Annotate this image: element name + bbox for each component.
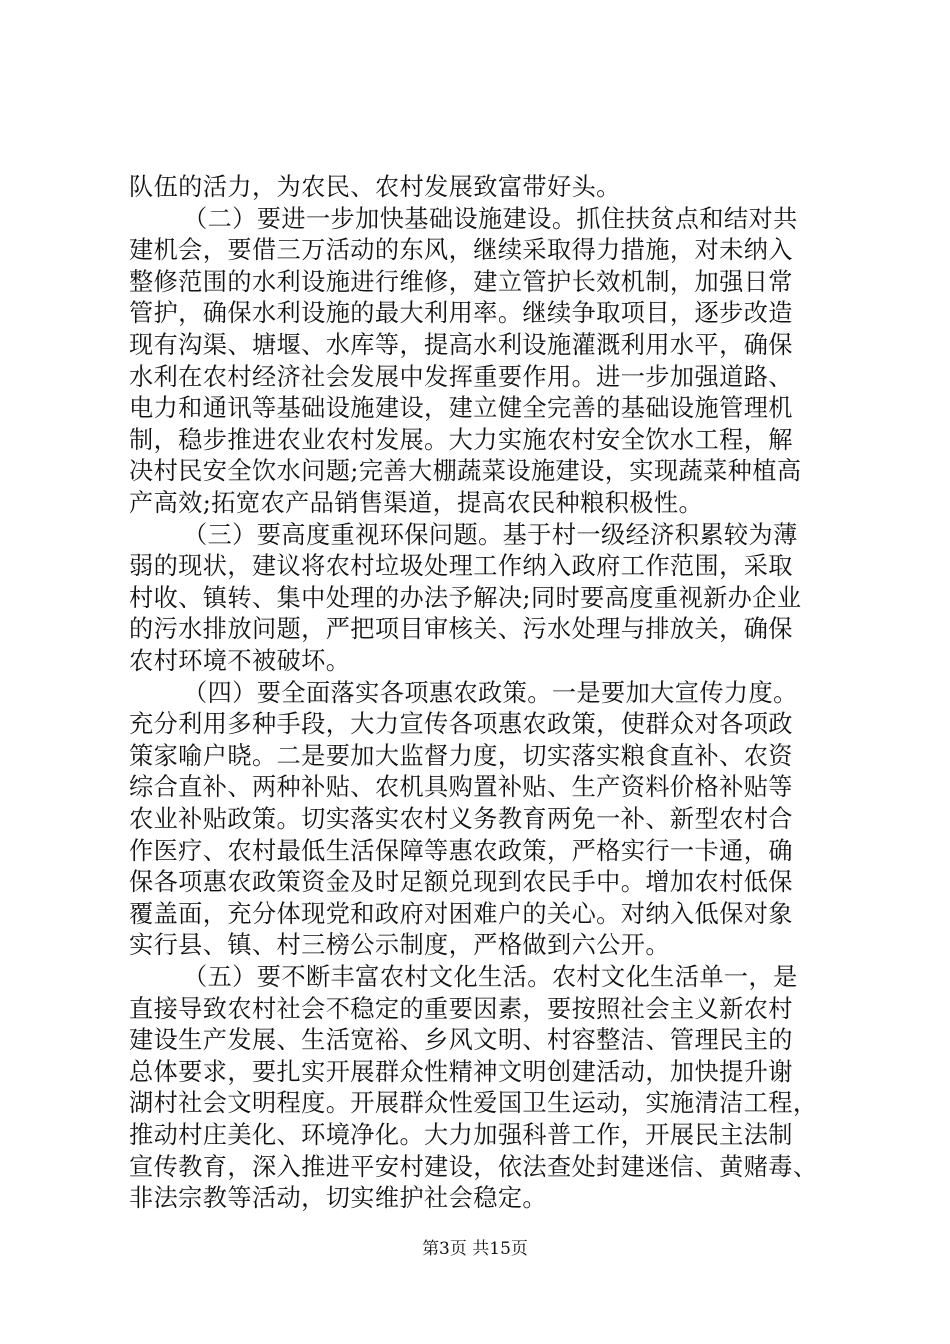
body-text-line: 整修范围的水利设施进行维修，建立管护长效机制，加强日常 bbox=[129, 267, 793, 296]
section-heading-line: （三）要高度重视环保问题。基于村一级经济积累较为薄 bbox=[183, 520, 798, 549]
body-text-line: 弱的现状，建议将农村垃圾处理工作纳入政府工作范围，采取 bbox=[129, 552, 793, 581]
body-text-line: 建设生产发展、生活宽裕、乡风文明、村容整洁、管理民主的 bbox=[129, 1026, 793, 1055]
body-text-line: 作医疗、农村最低生活保障等惠农政策，严格实行一卡通，确 bbox=[129, 836, 793, 865]
body-text-line: 湖村社会文明程度。开展群众性爱国卫生运动，实施清洁工程， bbox=[129, 1089, 818, 1118]
body-text-line: 宣传教育，深入推进平安村建设，依法查处封建迷信、黄赌毒、 bbox=[129, 1152, 818, 1181]
body-text-line: 保各项惠农政策资金及时足额兑现到农民手中。增加农村低保 bbox=[129, 868, 793, 897]
body-text-line: 总体要求，要扎实开展群众性精神文明创建活动，加快提升谢 bbox=[129, 1057, 793, 1086]
body-text-line: 农业补贴政策。切实落实农村义务教育两免一补、新型农村合 bbox=[129, 805, 793, 833]
section-heading-line: （五）要不断丰富农村文化生活。农村文化生活单一，是 bbox=[183, 963, 798, 991]
body-text-line: 的污水排放问题，严把项目审核关、污水处理与排放关，确保 bbox=[129, 615, 793, 644]
body-text-line: 水利在农村经济社会发展中发挥重要作用。进一步加强道路、 bbox=[129, 362, 793, 391]
body-text-line: 非法宗教等活动，切实维护社会稳定。 bbox=[129, 1184, 547, 1213]
body-text-line: 策家喻户晓。二是要加大监督力度，切实落实粮食直补、农资 bbox=[129, 741, 793, 770]
body-text-line: 制，稳步推进农业农村发展。大力实施农村安全饮水工程，解 bbox=[129, 425, 793, 454]
body-text-line: 队伍的活力，为农民、农村发展致富带好头。 bbox=[129, 173, 621, 201]
section-heading-line: （二）要进一步加快基础设施建设。抓住扶贫点和结对共 bbox=[183, 204, 798, 233]
section-heading-line: （四）要全面落实各项惠农政策。一是要加大宣传力度。 bbox=[183, 678, 798, 707]
body-text-line: 农村环境不被破坏。 bbox=[129, 647, 351, 675]
body-text-line: 村收、镇转、集中处理的办法予解决;同时要高度重视新办企业 bbox=[129, 583, 802, 612]
body-text-line: 决村民安全饮水问题;完善大棚蔬菜设施建设，实现蔬菜种植高 bbox=[129, 457, 802, 486]
body-text-line: 现有沟渠、塘堰、水库等，提高水利设施灌溉利用水平，确保 bbox=[129, 331, 793, 359]
body-text-line: 覆盖面，充分体现党和政府对困难户的关心。对纳入低保对象 bbox=[129, 899, 793, 928]
body-text-line: 推动村庄美化、环境净化。大力加强科普工作，开展民主法制 bbox=[129, 1121, 793, 1149]
body-text-line: 实行县、镇、村三榜公示制度，严格做到六公开。 bbox=[129, 931, 670, 960]
body-text-line: 综合直补、两种补贴、农机具购置补贴、生产资料价格补贴等 bbox=[129, 773, 793, 802]
body-text-line: 产高效;拓宽农产品销售渠道，提高农民种粮积极性。 bbox=[129, 489, 704, 517]
body-text-line: 充分利用多种手段，大力宣传各项惠农政策，使群众对各项政 bbox=[129, 710, 793, 739]
page-footer: 第3页 共15页 bbox=[422, 1239, 528, 1259]
body-text-line: 电力和通讯等基础设施建设，建立健全完善的基础设施管理机 bbox=[129, 394, 793, 423]
body-text-line: 直接导致农村社会不稳定的重要因素，要按照社会主义新农村 bbox=[129, 994, 793, 1023]
body-text-line: 建机会，要借三万活动的东风，继续采取得力措施，对未纳入 bbox=[129, 236, 793, 265]
body-text-line: 管护，确保水利设施的最大利用率。继续争取项目，逐步改造 bbox=[129, 299, 793, 328]
